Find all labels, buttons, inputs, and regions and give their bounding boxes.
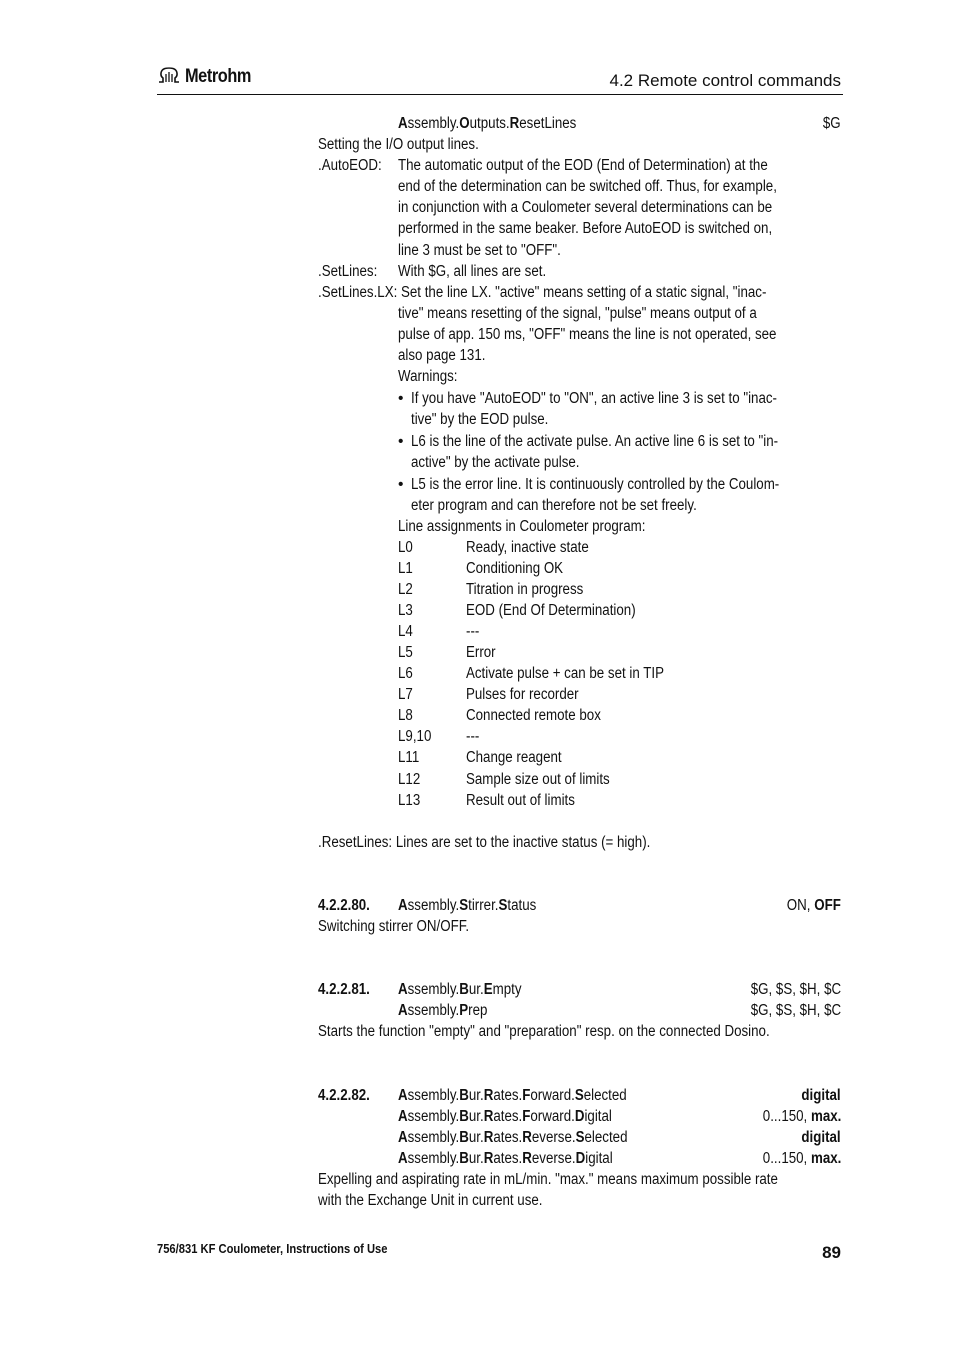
param-text: pulse of app. 150 ms, "OFF" means the line is not operated, see <box>398 326 777 343</box>
command-description: Setting the I/O output lines. <box>318 136 479 153</box>
param-text: end of the determination can be switched off. Thus, for example, <box>398 178 777 195</box>
line-code: L7 <box>398 686 413 703</box>
line-code: L4 <box>398 623 413 640</box>
command-description: Expelling and aspirating rate in mL/min. "max." means maximum possible rate <box>318 1171 778 1188</box>
warnings-heading: Warnings: <box>398 368 458 385</box>
section-number: 4.2.2.80. <box>318 897 370 914</box>
command-rates: Assembly.Bur.Rates.Forward.Selected <box>398 1087 627 1104</box>
param-text: The automatic output of the EOD (End of Determination) at the <box>398 157 768 174</box>
line-code: L12 <box>398 771 421 788</box>
command-value: digital <box>801 1129 841 1146</box>
command-value: digital <box>801 1087 841 1104</box>
brand-logo <box>157 66 262 88</box>
line-description: Activate pulse + can be set in TIP <box>466 665 664 682</box>
warning-bullet: eter program and can therefore not be set freely. <box>411 497 697 514</box>
page-number: 89 <box>822 1243 841 1262</box>
line-description: Result out of limits <box>466 792 575 809</box>
command-rates: Assembly.Bur.Rates.Forward.Digital <box>398 1108 612 1125</box>
param-text: also page 131. <box>398 347 486 364</box>
command-description: Switching stirrer ON/OFF. <box>318 918 470 935</box>
command-value: $G, $S, $H, $C <box>750 1002 841 1019</box>
command-rates: Assembly.Bur.Rates.Reverse.Digital <box>398 1150 613 1167</box>
param-label-autoeod: .AutoEOD: <box>318 157 382 174</box>
warning-bullet: If you have "AutoEOD" to "ON", an active line 3 is set to "inac- <box>411 390 777 407</box>
line-description: Ready, inactive state <box>466 539 589 556</box>
metrohm-logo-icon <box>157 66 181 84</box>
command-value: 0...150, max. <box>762 1150 841 1167</box>
header-rule <box>157 94 843 95</box>
line-description: --- <box>466 623 480 640</box>
line-code: L0 <box>398 539 413 556</box>
assignments-title: Line assignments in Coulometer program: <box>398 518 646 535</box>
line-description: Pulses for recorder <box>466 686 579 703</box>
param-label-setlineslx: .SetLines.LX: Set the line LX. "active" means setting of a static signal, "inac- <box>318 284 767 301</box>
bullet-icon: • <box>398 390 404 407</box>
line-description: Sample size out of limits <box>466 771 610 788</box>
param-label-setlines: .SetLines: <box>318 263 378 280</box>
line-code: L11 <box>398 749 420 766</box>
command-bur-empty: Assembly.Bur.Empty <box>398 981 522 998</box>
line-description: Error <box>466 644 496 661</box>
command-rates: Assembly.Bur.Rates.Reverse.Selected <box>398 1129 628 1146</box>
command-description: with the Exchange Unit in current use. <box>318 1192 543 1209</box>
line-code: L3 <box>398 602 413 619</box>
command-prep: Assembly.Prep <box>398 1002 488 1019</box>
command-value: $G <box>823 115 841 132</box>
param-label-resetlines: .ResetLines: Lines are set to the inactive status (= high). <box>318 834 651 851</box>
param-text: line 3 must be set to "OFF". <box>398 242 561 259</box>
logo-text: Metrohm <box>185 66 251 87</box>
warning-bullet: tive" by the EOD pulse. <box>411 411 549 428</box>
bullet-icon: • <box>398 433 404 450</box>
line-code: L2 <box>398 581 413 598</box>
line-description: EOD (End Of Determination) <box>466 602 636 619</box>
section-number: 4.2.2.82. <box>318 1087 370 1104</box>
warning-bullet: active" by the activate pulse. <box>411 454 580 471</box>
param-text: in conjunction with a Coulometer several determinations can be <box>398 199 773 216</box>
command-value: ON, OFF <box>786 897 841 914</box>
line-code: L9,10 <box>398 728 432 745</box>
command-value: $G, $S, $H, $C <box>750 981 841 998</box>
line-description: Connected remote box <box>466 707 601 724</box>
section-number: 4.2.2.81. <box>318 981 370 998</box>
command-stirrer-status: Assembly.Stirrer.Status <box>398 897 537 914</box>
section-title: 4.2 Remote control commands <box>609 71 841 90</box>
warning-bullet: L6 is the line of the activate pulse. An active line 6 is set to "in- <box>411 433 779 450</box>
command-description: Starts the function "empty" and "preparation" resp. on the connected Dosino. <box>318 1023 770 1040</box>
param-text: With $G, all lines are set. <box>398 263 547 280</box>
line-code: L8 <box>398 707 413 724</box>
line-description: --- <box>466 728 480 745</box>
line-description: Change reagent <box>466 749 562 766</box>
warning-bullet: L5 is the error line. It is continuously controlled by the Coulom- <box>411 476 780 493</box>
line-code: L13 <box>398 792 421 809</box>
footer-title: 756/831 KF Coulometer, Instructions of Use <box>157 1241 388 1256</box>
line-description: Conditioning OK <box>466 560 564 577</box>
command-resetlines: Assembly.Outputs.ResetLines <box>398 115 577 132</box>
line-code: L1 <box>398 560 413 577</box>
line-code: L5 <box>398 644 413 661</box>
command-value: 0...150, max. <box>762 1108 841 1125</box>
param-text: performed in the same beaker. Before AutoEOD is switched on, <box>398 220 773 237</box>
param-text: tive" means resetting of the signal, "pulse" means output of a <box>398 305 757 322</box>
line-code: L6 <box>398 665 413 682</box>
bullet-icon: • <box>398 476 404 493</box>
line-description: Titration in progress <box>466 581 584 598</box>
